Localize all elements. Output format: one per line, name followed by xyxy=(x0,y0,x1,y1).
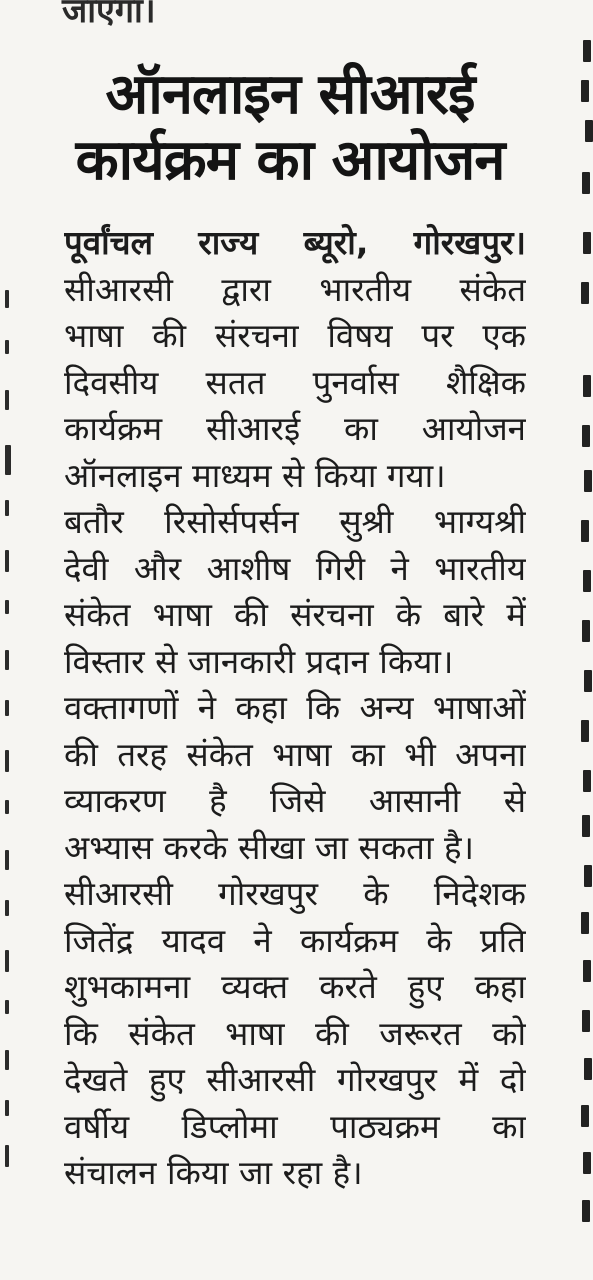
article-line: विस्तार से जानकारी प्रदान किया। xyxy=(64,641,454,681)
headline-line-1: ऑनलाइन सीआरई xyxy=(105,62,475,127)
article-line: वर्षीय डिप्लोमा पाठ्यक्रम का xyxy=(64,1106,526,1146)
article-line: बतौर रिसोर्सपर्सन सुश्री भाग्यश्री xyxy=(64,502,526,541)
previous-article-fragment: जाएगा। xyxy=(62,0,156,31)
article-line: वक्तागणों ने कहा कि अन्य भाषाओं xyxy=(64,688,526,727)
article-line: देखते हुए सीआरसी गोरखपुर में दो xyxy=(64,1060,526,1099)
article-line: सीआरसी द्वारा भारतीय संकेत xyxy=(64,269,526,309)
article-line: शुभकामना व्यक्त करते हुए कहा xyxy=(64,967,526,1006)
article-line: भाषा की संरचना विषय पर एक xyxy=(64,316,526,355)
article-line: संचालन किया जा रहा है। xyxy=(64,1153,363,1192)
headline-line-2: कार्यक्रम का आयोजन xyxy=(75,128,505,193)
article-line: की तरह संकेत भाषा का भी अपना xyxy=(64,734,526,774)
article-line: ऑनलाइन माध्यम से किया गया। xyxy=(64,455,446,495)
dateline: पूर्वांचल राज्य ब्यूरो, गोरखपुर। xyxy=(64,223,526,262)
article-line: व्याकरण है जिसे आसानी से xyxy=(64,781,526,820)
article-line: देवी और आशीष गिरी ने भारतीय xyxy=(64,548,526,588)
article-line: कार्यक्रम सीआरई का आयोजन xyxy=(64,409,526,448)
headline xyxy=(40,62,540,194)
left-column-fragment xyxy=(0,240,16,1240)
right-column-fragment xyxy=(575,0,593,1280)
article-line: कि संकेत भाषा की जरूरत को xyxy=(64,1013,526,1053)
article-line: संकेत भाषा की संरचना के बारे में xyxy=(64,595,526,634)
article-line: सीआरसी गोरखपुर के निदेशक xyxy=(64,874,526,913)
article-body xyxy=(64,220,526,1197)
article-line: अभ्यास करके सीखा जा सकता है। xyxy=(64,827,475,867)
article-line: जितेंद्र यादव ने कार्यक्रम के प्रति xyxy=(64,920,526,960)
article-line: दिवसीय सतत पुनर्वास शैक्षिक xyxy=(64,362,526,402)
